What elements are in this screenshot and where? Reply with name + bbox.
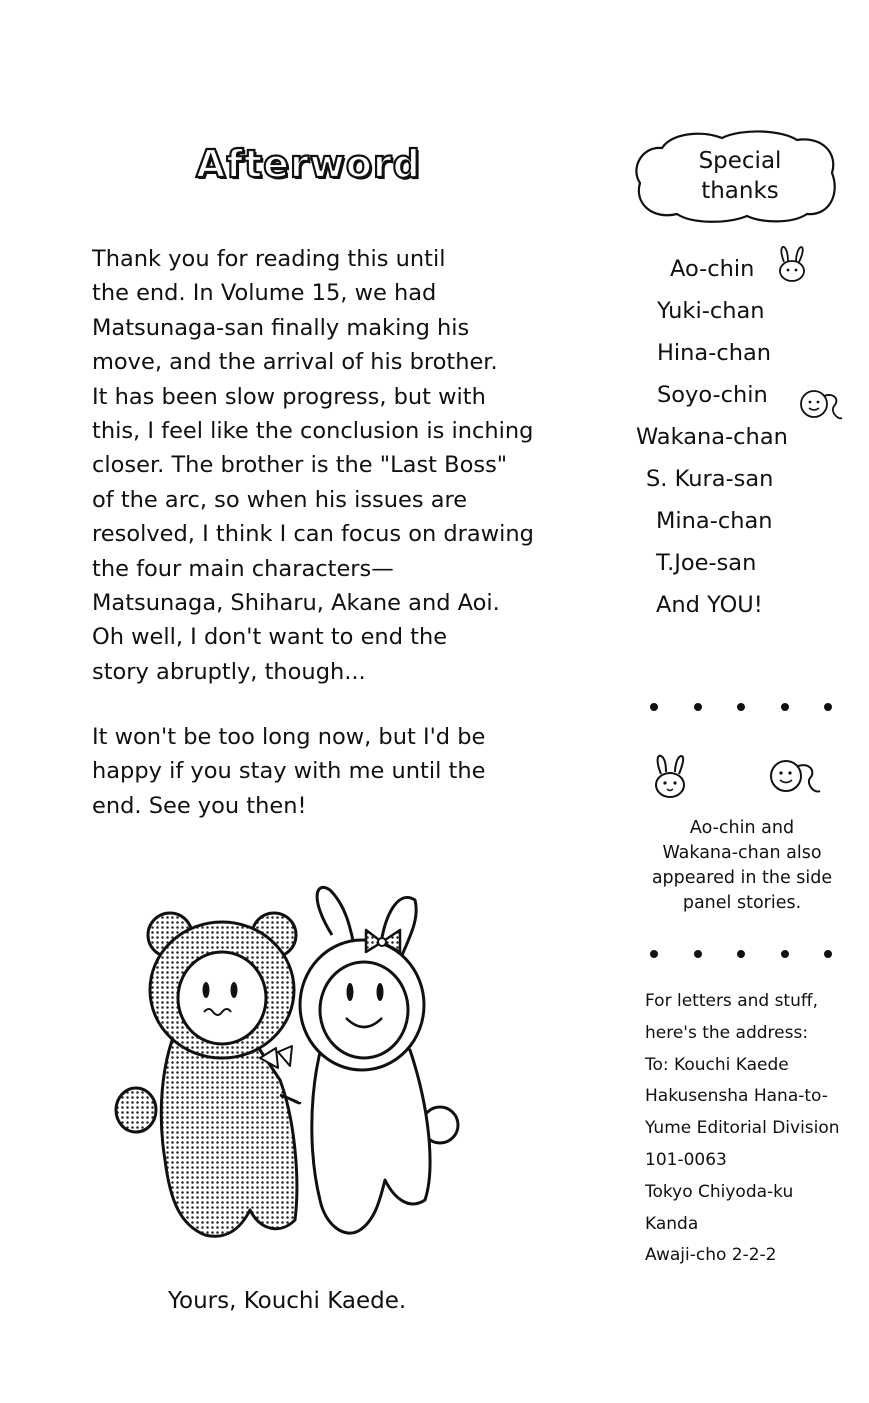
dot-icon [650, 703, 658, 711]
dot-icon [694, 703, 702, 711]
dot-icon [824, 703, 832, 711]
afterword-paragraph-2: It won't be too long now, but I'd be happy if you stay with me until the end. See you then! [92, 724, 486, 819]
bunny-figure [300, 887, 458, 1233]
dot-icon [737, 703, 745, 711]
bear-and-bunny-illustration [110, 880, 510, 1270]
page-title: Afterword [196, 142, 421, 186]
thanks-name: Wakana-chan [636, 424, 788, 450]
dot-divider [650, 703, 832, 711]
thanks-name: Ao-chin [670, 256, 755, 282]
afterword-paragraph-1: Thank you for reading this until the end. In Volume 15, we had Matsunaga-san finally making his move, and the arrival of his brother. It has been slow progress, but with this, I feel like the conclusion is inching closer. The brother is the "Last Boss" of the arc, so when his issues are resolved, I think I can focus on drawing the four main characters— Matsunaga, Shiharu, Akane and Aoi. Oh well, I don't want to end the story abruptly, though... [92, 246, 534, 685]
dot-icon [737, 950, 745, 958]
dot-icon [824, 950, 832, 958]
thanks-name: Mina-chan [656, 508, 773, 534]
thanks-name: Hina-chan [657, 340, 772, 366]
mailing-address: For letters and stuff, here's the address: To: Kouchi Kaede Hakusensha Hana-to- Yume Editorial Division 101-0063 Tokyo Chiyoda-ku Kanda Awaji-cho 2-2-2 [645, 991, 840, 1266]
thanks-name: Soyo-chin [657, 382, 768, 408]
dot-icon [781, 703, 789, 711]
bunny-doodle-icon [775, 244, 809, 284]
thanks-name: Yuki-chan [657, 298, 765, 324]
dot-icon [650, 950, 658, 958]
dot-icon [781, 950, 789, 958]
signature: Yours, Kouchi Kaede. [168, 1288, 407, 1314]
bunny-doodle-icon [650, 752, 690, 800]
smiley-doodle-icon [768, 758, 824, 800]
side-note: Ao-chin and Wakana-chan also appeared in the side panel stories. [651, 818, 833, 913]
dot-icon [694, 950, 702, 958]
dot-divider [650, 950, 832, 958]
thanks-name: And YOU! [656, 592, 763, 618]
special-thanks-heading: Special thanks [698, 148, 782, 204]
bear-figure [116, 913, 300, 1236]
smiley-doodle-icon [798, 388, 846, 426]
thanks-name: T.Joe-san [656, 550, 757, 576]
thanks-name: S. Kura-san [646, 466, 774, 492]
